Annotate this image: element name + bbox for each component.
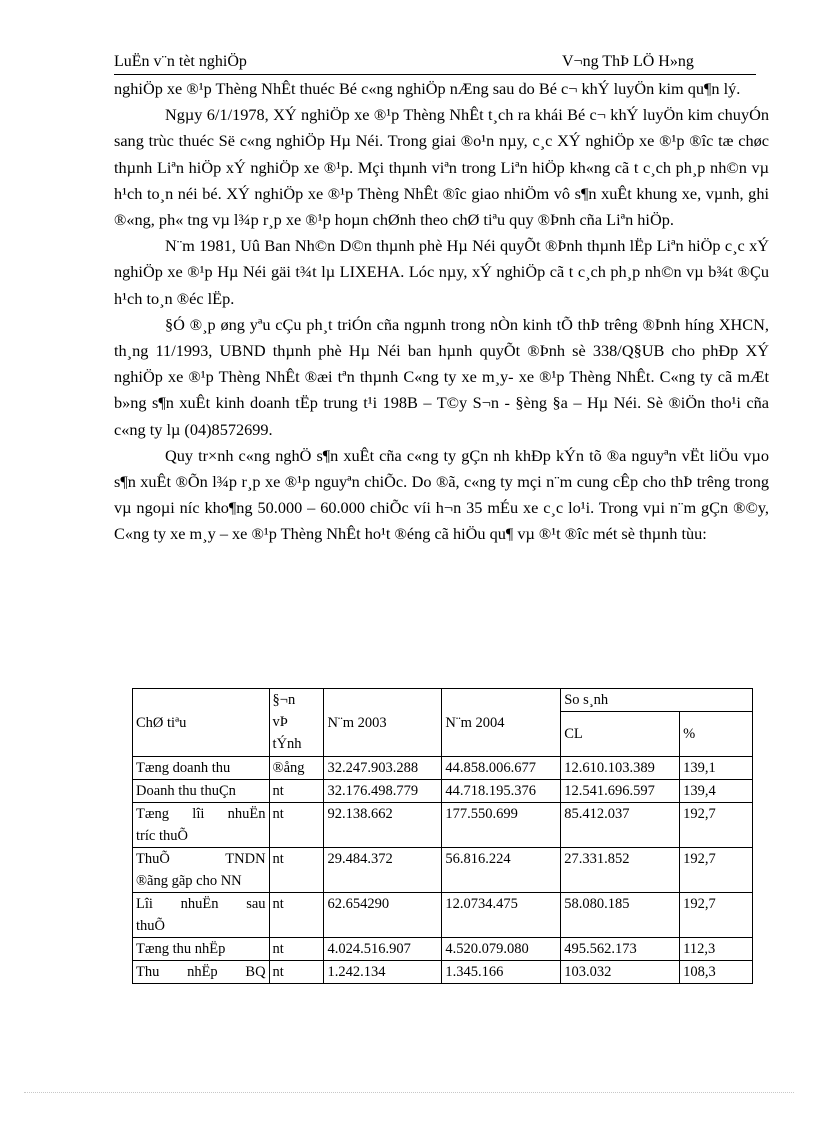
row-pct: 108,3 (680, 961, 753, 984)
row-2004: 4.520.079.080 (442, 938, 561, 961)
row-2003: 92.138.662 (324, 803, 442, 848)
row-unit: nt (269, 780, 324, 803)
row-label (133, 848, 270, 893)
row-label-line: tríc thuÕ (136, 828, 188, 844)
row-label-line: Thu nhËp BQ (136, 964, 266, 980)
row-label (133, 757, 270, 780)
row-label (133, 803, 270, 848)
row-pct: 192,7 (680, 848, 753, 893)
paragraph-2: Ngµy 6/1/1978, XÝ nghiÖp xe ®¹p Thèng NhÊt t¸ch ra khái Bé c¬ khÝ luyÖn kim chuyÓn sang trùc thuéc Së c«ng nghiÖp Hµ Néi. Trong giai ®o¹n nµy, c¸c XÝ nghiÖp xe ®¹p ®îc tæ chøc thµnh Liªn hiÖp xÝ nghiÖp xe ®¹p. Mçi thµnh viªn trong Liªn hiÖp kh«ng cã t c¸ch ph¸p nh©n vµ h¹ch to¸n néi bé. XÝ nghiÖp xe ®¹p Thèng NhÊt ®îc giao nhiÖm vô s¶n xuÊt khung xe, vµnh, ghi ®«ng, ph« tng vµ l¾p r¸p xe ®¹p hoµn chØnh theo chØ tiªu quy ®Þnh cña Liªn hiÖp. (114, 105, 769, 230)
row-2004: 12.0734.475 (442, 893, 561, 938)
table-row (133, 803, 753, 848)
table-row (133, 893, 753, 938)
row-label (133, 780, 270, 803)
row-2004: 44.858.006.677 (442, 757, 561, 780)
row-cl: 85.412.037 (561, 803, 680, 848)
row-label-line: Tæng doanh thu (136, 760, 231, 776)
row-label-line: Lîi nhuËn sau (136, 896, 266, 912)
page-header (114, 52, 756, 75)
row-cl: 12.610.103.389 (561, 757, 680, 780)
header-author: V¬ng ThÞ LÖ H»ng (562, 53, 694, 70)
paragraph-5: Quy tr×nh c«ng nghÖ s¶n xuÊt cña c«ng ty gÇn nh khÐp kÝn tõ ®a nguyªn vËt liÖu vµo s¶n xuÊt ®Õn l¾p r¸p xe ®¹p nguyªn chiÕc. Do ®ã, c«ng ty mçi n¨m cung cÊp cho thÞ trêng trong vµ ngoµi níc kho¶ng 50.000 – 60.000 chiÕc víi h¬n 35 mÉu xe c¸c lo¹i. Trong vµi n¨m gÇn ®©y, C«ng ty xe m¸y – xe ®¹p Thèng NhÊt ho¹t ®éng cã hiÖu qu¶ vµ ®¹t ®îc mét sè thµnh tùu: (114, 445, 769, 544)
row-label (133, 893, 270, 938)
table-row (133, 757, 753, 780)
row-2004: 56.816.224 (442, 848, 561, 893)
paragraph-3: N¨m 1981, Uû Ban Nh©n D©n thµnh phè Hµ Néi quyÕt ®Þnh thµnh lËp Liªn hiÖp c¸c xÝ nghiÖp xe ®¹p Hµ Néi gäi t¾t lµ LIXEHA. Lóc nµy, xÝ nghiÖp cã t c¸ch ph¸p nh©n vµ b¾t ®Çu h¹ch to¸n ®éc lËp. (114, 236, 769, 308)
row-pct: 192,7 (680, 803, 753, 848)
table-header-row (133, 689, 753, 712)
row-unit: nt (269, 848, 324, 893)
row-2003: 32.247.903.288 (324, 757, 442, 780)
row-cl: 58.080.185 (561, 893, 680, 938)
paragraph-4: §Ó ®¸p øng yªu cÇu ph¸t triÓn cña ngµnh trong nÒn kinh tÕ thÞ trêng ®Þnh híng XHCN, th¸ng 11/1993, UBND thµnh phè Hµ Néi ban hµnh quyÕt ®Þnh sè 338/Q§UB cho phÐp XÝ nghiÖp xe ®¹p Thèng NhÊt ®æi tªn thµnh C«ng ty xe m¸y- xe ®¹p Thèng NhÊt. C«ng ty cã mÆt b»ng s¶n xuÊt kinh doanh tËp trung t¹i 198B – T©y S¬n - §èng §a – Hµ Néi. Sè ®iÖn tho¹i cña c«ng ty lµ (04)8572699. (114, 314, 769, 439)
row-label-line: ®ãng gãp cho NN (136, 873, 242, 889)
row-pct: 192,7 (680, 893, 753, 938)
row-2003: 4.024.516.907 (324, 938, 442, 961)
row-cl: 495.562.173 (561, 938, 680, 961)
row-label-line: ThuÕ TNDN (136, 851, 266, 867)
header-year-2003: N¨m 2003 (324, 689, 442, 757)
header-left-title: LuËn v¨n tèt nghiÖp (114, 53, 247, 70)
table-row (133, 848, 753, 893)
row-unit: nt (269, 961, 324, 984)
row-label (133, 938, 270, 961)
table-row (133, 961, 753, 984)
row-2003: 62.654290 (324, 893, 442, 938)
header-cl: CL (561, 712, 680, 757)
row-label-line: thuÕ (136, 918, 165, 934)
header-pct: % (680, 712, 753, 757)
row-label-line: Tæng lîi nhuËn (136, 806, 266, 822)
header-unit-line: §¬n (272, 692, 296, 708)
header-unit-line: tÝnh (272, 736, 302, 752)
row-label-line: Doanh thu thuÇn (136, 783, 236, 799)
paragraph-1: nghiÖp xe ®¹p Thèng NhÊt thuéc Bé c«ng nghiÖp nÆng sau do Bé c¬ khÝ luyÖn kim qu¶n lý. (114, 79, 741, 98)
row-pct: 139,4 (680, 780, 753, 803)
header-indicator: ChØ tiªu (133, 689, 270, 757)
header-unit-line: vÞ (272, 714, 288, 730)
header-year-2004: N¨m 2004 (442, 689, 561, 757)
row-unit: ®ång (269, 757, 324, 780)
row-2004: 44.718.195.376 (442, 780, 561, 803)
row-unit: nt (269, 803, 324, 848)
row-cl: 12.541.696.597 (561, 780, 680, 803)
row-2003: 32.176.498.779 (324, 780, 442, 803)
page-bottom-divider (24, 1092, 794, 1093)
row-2003: 1.242.134 (324, 961, 442, 984)
header-unit (269, 689, 324, 757)
row-pct: 112,3 (680, 938, 753, 961)
row-pct: 139,1 (680, 757, 753, 780)
results-table (132, 688, 753, 984)
header-compare: So s¸nh (561, 689, 753, 712)
row-label-line: Tæng thu nhËp (136, 941, 226, 957)
row-cl: 103.032 (561, 961, 680, 984)
table-row (133, 780, 753, 803)
body-text (114, 76, 769, 548)
row-label (133, 961, 270, 984)
row-2004: 1.345.166 (442, 961, 561, 984)
row-2003: 29.484.372 (324, 848, 442, 893)
row-unit: nt (269, 938, 324, 961)
row-cl: 27.331.852 (561, 848, 680, 893)
row-unit: nt (269, 893, 324, 938)
row-2004: 177.550.699 (442, 803, 561, 848)
table-row (133, 938, 753, 961)
